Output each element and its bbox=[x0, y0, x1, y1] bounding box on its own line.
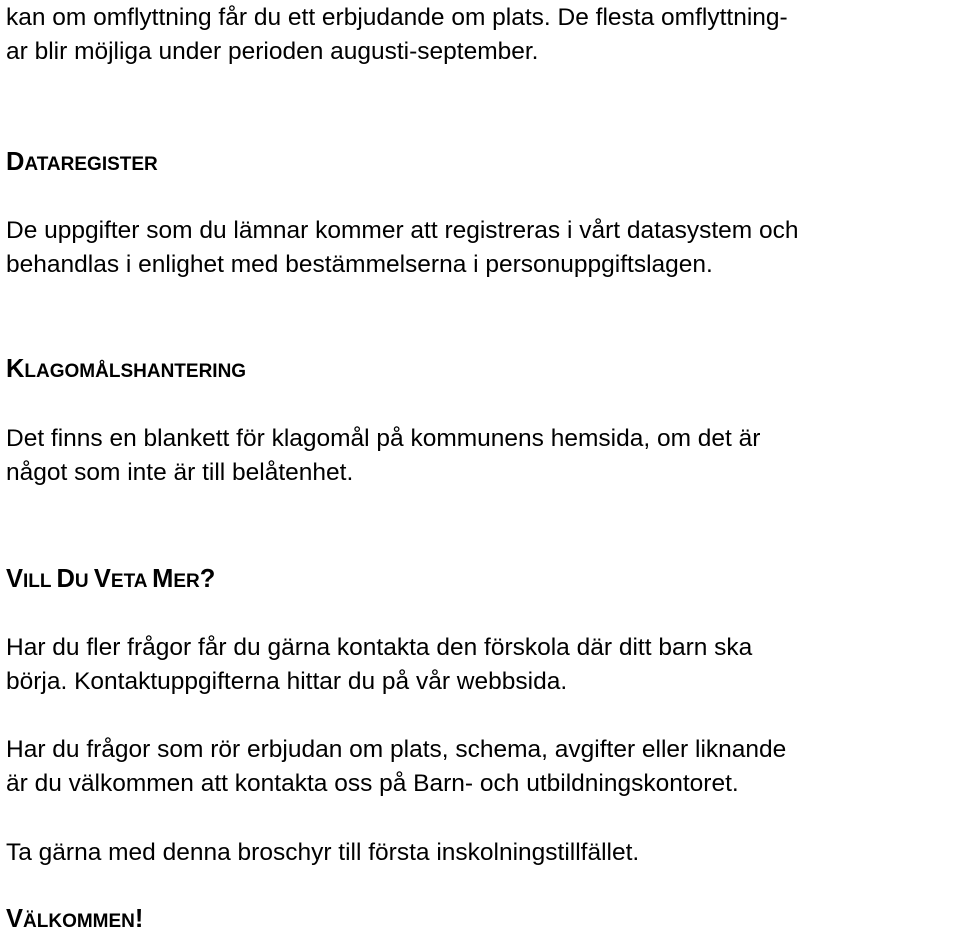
klagomal-line-2: något som inte är till belåtenhet. bbox=[6, 459, 354, 486]
dataregister-heading bbox=[6, 145, 158, 182]
heading-punctuation: ? bbox=[199, 565, 216, 593]
valkommen-heading bbox=[6, 902, 143, 939]
heading-rest: ETA bbox=[110, 571, 153, 592]
heading-rest: U bbox=[74, 571, 94, 592]
heading-rest: LAGOMÅLSHANTERING bbox=[24, 361, 247, 382]
klagomal-heading bbox=[6, 352, 246, 389]
klagomal-line-1: Det finns en blankett för klagomål på kommunens hemsida, om det är bbox=[6, 425, 761, 452]
villdu-p3-line-1: Ta gärna med denna broschyr till första inskolningstillfället. bbox=[6, 839, 640, 866]
heading-punctuation: ! bbox=[134, 905, 144, 933]
dataregister-line-1: De uppgifter som du lämnar kommer att registreras i vårt datasystem och bbox=[6, 217, 799, 244]
villdu-heading bbox=[6, 562, 215, 599]
intro-line-2: ar blir möjliga under perioden augusti-september. bbox=[6, 38, 539, 65]
heading-initial: V bbox=[6, 905, 24, 933]
heading-initial: V bbox=[93, 565, 111, 593]
villdu-p2-line-2: är du välkommen att kontakta oss på Barn- och utbildningskontoret. bbox=[6, 770, 739, 797]
heading-initial: D bbox=[56, 565, 75, 593]
villdu-p1-line-1: Har du fler frågor får du gärna kontakta den förskola där ditt barn ska bbox=[6, 634, 753, 661]
intro-line-1: kan om omflyttning får du ett erbjudande om plats. De flesta omflyttning- bbox=[6, 4, 788, 31]
heading-rest: ÄLKOMMEN bbox=[23, 911, 135, 932]
heading-rest: ILL bbox=[23, 571, 57, 592]
dataregister-line-2: behandlas i enlighet med bestämmelserna i personuppgiftslagen. bbox=[6, 251, 713, 278]
heading-initial: D bbox=[6, 148, 25, 176]
heading-initial: M bbox=[152, 565, 174, 593]
heading-rest: ER bbox=[173, 571, 200, 592]
heading-initial: V bbox=[6, 565, 24, 593]
villdu-p2-line-1: Har du frågor som rör erbjudan om plats, schema, avgifter eller liknande bbox=[6, 736, 787, 763]
heading-rest: ATAREGISTER bbox=[24, 154, 158, 175]
heading-initial: K bbox=[6, 355, 25, 383]
villdu-p1-line-2: börja. Kontaktuppgifterna hittar du på vår webbsida. bbox=[6, 668, 568, 695]
